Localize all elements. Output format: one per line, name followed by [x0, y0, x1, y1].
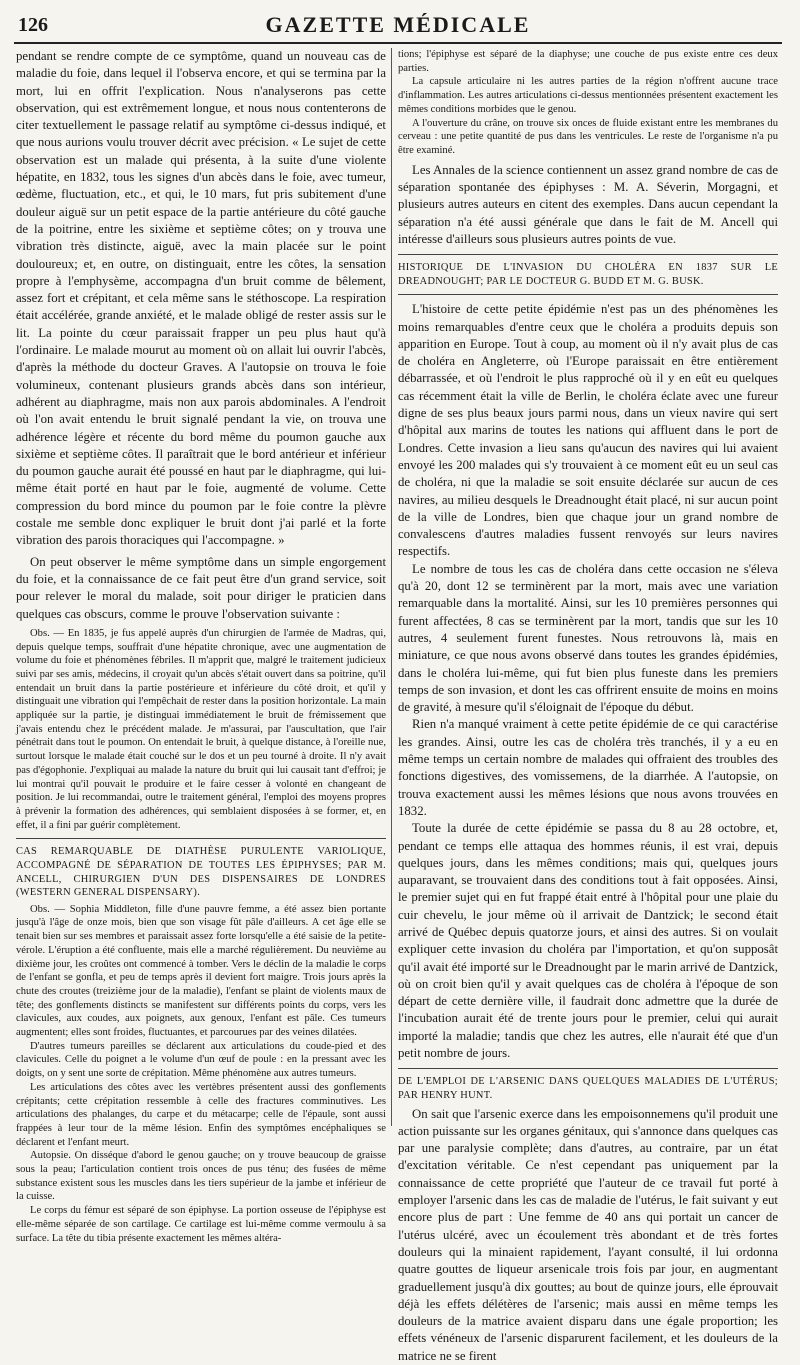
section-divider — [398, 1068, 778, 1069]
observation-text: A l'ouverture du crâne, on trouve six onces de fluide existant entre les membranes du cerveau : une petite quantité de pus dans les ventricules. Le reste de l'organisme n'a pu être examiné. — [398, 117, 778, 156]
observation-text: Les articulations des côtes avec les vertèbres présentent aussi des gonflements crépitants; cette crépitation ressemble à celle des fractures comminutives. Les articulations des phalanges, du carpe et du métacarpe; celle de l'épaule, sont aussi frappées à leur tour de la même lésion. Enfin des symptômes encéphaliques se déclarent et l'enfant meurt. — [16, 1081, 386, 1148]
paragraph: On peut observer le même symptôme dans un simple engorgement du foie, et la connaissance de ce fait peut être d'un grand service, soit pour relever le moral du malade, soit pour diriger le praticien dans quelques cas obscurs, comme le prouve l'observation suivante : — [16, 554, 386, 621]
paragraph: L'histoire de cette petite épidémie n'est pas un des phénomènes les moins remarquables d'entre ceux que le choléra a produits depuis son apparition en Europe. Tout à coup, au moment où il n'y avait plus de cas de choléra en Angleterre, où l'Europe paraissait en être entièrement débarrassée, et où l'endroit le plus rapproché où il y en eût eu quelques cas récemment était la ville de Berlin, le choléra éclate avec une fureur digne de ses plus beaux jours parmi nous, dans un vieux navire qui sert d'hôpital aux marins de toutes les nations qui affluent dans le port de Londres. Cette invasion a lieu sans qu'aucun des navires qui lui avaient envoyé les 200 malades qui s'y trouvaient à ce moment eût eu un seul cas de choléra, ni que la maladie se soit ensuite déclarée sur aucun de ces navires, au milieu desquels le Dreadnought était placé, ni sur aucun point de la ville de Londres, bien que chaque jour un grand nombre de convalescens d'autres maladies fussent renvoyés sur leurs navires respectifs. — [398, 302, 778, 559]
observation-text: Autopsie. On disséque d'abord le genou gauche; on y trouve beaucoup de graisse sous la peau; l'articulation contient trois onces de pus ténu; des fusées de même substance existent sous les muscles dans les tiers supérieur de la jambe et inférieur de la cuisse. — [16, 1150, 386, 1203]
left-column — [16, 48, 386, 1244]
observation-text: tions; l'épiphyse est séparé de la diaphyse; une couche de pus existe entre ces deux parties. — [398, 49, 778, 74]
paragraph: pendant se rendre compte de ce symptôme, quand un nouveau cas de maladie du foie, dans lequel il l'observa encore, et qui se termina par la mort, lui en offrit l'explication. Nous n'analyserons pas cette observation, qui est extrêmement longue, et nous nous contenterons de citer textuellement le passage relatif au symptôme ci-dessus indiqué, et que nous aurions voulu trouver décrit avec précision. « Le sujet de cette observation est un malade qui présenta, à la suite d'une violente hépatite, en 1832, tous les signes d'un abcès dans le foie, avec tumeur, œdème, fluctuation, etc., et qui, le 10 mars, fut pris subitement d'une douleur aiguë sur un petit espace de la partie antérieure du côté gauche de la poitrine, entre les sixième et septième côtes; on y trouva une vibration très distincte, aiguë, avec la main placée sur le point douloureux; et, en outre, on distinguait, entre les côtes, la sensation propre à l'emphysème, accompagna d'un bruit comme de bêlement, assez fort et crépitant, et cela même sans le stéthoscope. La respiration était accélérée, grande anxiété, et le malade obligé de rester assis sur le lit. La pointe du cœur paraissait frapper un peu plus haut qu'à l'ordinaire. Le malade mourut au moment où on allait lui ouvrir l'abcès, d'après la méthode du docteur Graves. A l'autopsie on trouva le foie volumineux, contenant plusieurs grands abcès dans son intérieur, adhérent au diaphragme, mais non aux parois abdominales. A l'endroit où l'on avait entendu le bruit signalé pendant la vie, on trouva une adhérence légère et récente du bord même du poumon gauche aux sixième et septième côtes. Il paraîtrait que le bord antérieur et inférieur du poumon gauche aurait été poussé en haut par le diaphragme, qui lui-même était porté en haut par le foie, augmenté de volume. Cette compression du bord mince du poumon par le foie contre la plèvre costale me semble donc expliquer le bruit dont j'ai parlé et la forte vibration des parois thoraciques qui l'accompagne. » — [16, 49, 386, 548]
paragraph: Toute la durée de cette épidémie se passa du 8 au 28 octobre, et, pendant ce temps elle attaqua des hommes réunis, il est vrai, depuis quelques jours, dans les mêmes conditions; mais qui, quelques jours auparavant, se trouvaient dans des conditions tout à fait opposées. Ainsi, le premier sujet qui en fut frappé était entré à l'hôpital pour une plaie du cuir chevelu, le jour même où il arrivait de Dantzick; le second était arrivé de Québec depuis quatorze jours, et ainsi des autres. Si on voulait expliquer cette invasion du choléra par l'importation, et qu'on supposât qu'il avait été importé sur le Dreadnought par le marin arrivé de Dantzick, où on croit bien qu'il y avait quelques cas de choléra à l'époque de son départ de cette dernière ville, il faudrait donc admettre que la durée de l'incubation aurait été de trente jours pour le premier, celui qui aurait importé la maladie; tandis que chez les autres, elle n'aurait été que d'un petit nombre de jours. — [398, 821, 778, 1061]
paragraph: Rien n'a manqué vraiment à cette petite épidémie de ce qui caractérise les grandes. Ainsi, outre les cas de choléra très tranchés, il y a eu en même temps un certain nombre de malades qui offraient des troubles des fonctions digestives, des vomissemens, de la diarrhée. A l'autopsie, on trouva exactement aussi les mêmes lésions que nous avons trouvées en 1832. — [398, 717, 778, 818]
column-rule — [391, 48, 392, 1126]
observation-text: D'autres tumeurs pareilles se déclarent aux articulations du coude-pied et des clavicules. Celle du poignet a le volume d'un œuf de poule : en la pressant avec les doigts, on y sent une sorte de crépitation. Même phénomène aux autres tumeurs. — [16, 1040, 386, 1080]
observation-text: La capsule articulaire ni les autres parties de la région n'offrent aucune trace d'inflammation. Les autres articulations ci-dessus mentionnées présentent exactement les mêmes conditions morbides que le genou. — [398, 76, 778, 115]
paragraph: Les Annales de la science contiennent un assez grand nombre de cas de séparation spontanée des épiphyses : M. A. Séverin, Morgagni, et plusieurs autres auteurs en citent des exemples. Dans aucun cependant la séparation n'a été aussi générale que dans le fait de M. Ancell qui intéresse d'ailleurs sous plusieurs autres points de vue. — [398, 162, 778, 246]
section-divider — [398, 254, 778, 255]
paragraph: On sait que l'arsenic exerce dans les empoisonnemens qu'il produit une action puissante sur les organes génitaux, qui s'annonce dans quelques cas par une paralysie complète; dans d'autres, au contraire, par un état d'excitation véritable. Ce n'est cependant pas uniquement par la connaissance de cette propriété que l'auteur de ce travail fut porté à employer l'arsenic dans les cas de maladie de l'utérus, le fait suivant y eut encore plus de part : Une femme de 40 ans qui portait un cancer de l'utérus ulcéré, avec un écoulement très abondant et de très fortes douleurs qui la minaient rapidement, l'ayant consulté, il lui ordonna quatre gouttes de liqueur arsenicale trois fois par jour, en augmentant graduellement jusqu'à dix gouttes; au bout de quinze jours, elle éprouvait déjà les effets délétères de l'arsenic; mais aussi en même temps les douleurs de la matrice avaient disparu dans une égale proportion; les effets vénéneux de l'arsenic disparurent facilement, et les douleurs de la matrice ne se firent — [398, 1106, 778, 1363]
paragraph: Le nombre de tous les cas de choléra dans cette occasion ne s'éleva qu'à 20, dont 12 se terminèrent par la mort, mais avec une variation remarquable dans la mortalité. Ainsi, sur les 10 premières personnes qui furent affectées, 8 cas se terminèrent par la mort, tandis que sur les 10 autres, 4 seulement furent funestes. Nous retrouvons là, mais en miniature, ce que nous avons observé dans toutes les grandes épidémies, dans le choléra lui-même, qui fut bien plus funeste dans les premiers temps de son invasion, et dont les cas offrirent ensuite de moins en moins de gravité, à mesure qu'il s'éloignait de l'époque du début. — [398, 561, 778, 715]
observation-text: Obs. — En 1835, je fus appelé auprès d'un chirurgien de l'armée de Madras, qui, depuis quelque temps, souffrait d'une hépatite chronique, avec une augmentation de volume du foie et phénomènes fébriles. Il m'apprit que, malgré le traitement judicieux suivi par ses amis, médecins, il croyait qu'un abcès s'était ouvert dans sa poitrine, qu'il entendait un bruit dans la partie postérieure et inférieure du côté droit, et qu'il y distinguait une vibration qui l'empêchait de rester dans la position horizontale. La main appliquée sur la partie, je distinguai immédiatement le bruit de frémissement que j'avais entendu chez le précédent malade. Je m'assurai, par l'auscultation, que l'air pénétrait dans tout le poumon. On entendait le bruit, à quelque distance, à l'oreille nue, surtout lorsque le malade était couché sur le dos et un peu tourné à droite. Il n'y avait pas d'égophonie. J'expliquai au malade la nature du bruit qui lui causait tant d'effroi; je lui montrai qu'il pouvait le produire et le faire cesser à volonté en changeant de position. Je lui recommandai, outre le traitement général, l'emploi des moyens propres à prévenir la formation des adhérences, qui semblaient disposées à se former, et, en effet, il a fini par guérir complètement. — [16, 627, 386, 831]
journal-title: GAZETTE MÉDICALE — [265, 12, 531, 37]
page-header — [14, 4, 782, 44]
page-number: 126 — [18, 14, 48, 36]
article-heading: CAS REMARQUABLE DE DIATHÈSE PURULENTE VARIOLIQUE, ACCOMPAGNÉ DE SÉPARATION DE TOUTES LES ÉPIPHYSES; PAR M. ANCELL, CHIRURGIEN D'UN DES DISPENSAIRES DE LONDRES (WESTERN GENERAL DISPENSARY). — [16, 846, 386, 899]
section-divider — [16, 838, 386, 839]
observation-text: Le corps du fémur est séparé de son épiphyse. La portion osseuse de l'épiphyse est elle-même séparée de son cartilage. Ce cartilage est lui-même comme vermoulu à sa surface. La tête du tibia présente exactement les mêmes altéra- — [16, 1205, 386, 1244]
right-column — [398, 48, 778, 1363]
section-divider — [398, 294, 778, 295]
article-heading: HISTORIQUE DE L'INVASION DU CHOLÉRA EN 1837 SUR LE DREADNOUGHT; PAR LE DOCTEUR G. BUDD ET M. G. BUSK. — [398, 262, 778, 287]
observation-text: Obs. — Sophia Middleton, fille d'une pauvre femme, a été assez bien portante jusqu'à l'âge de onze mois, bien que son visage fût pâle d'ailleurs. A cet âge elle se tenait bien sur ses membres et paraissait assez forte lorsqu'elle a été saisie de la petite-vérole. L'éruption a été confluente, mais elle a marché régulièrement. Du neuvième au dixième jour, les croûtes ont commencé à tomber. Vers le déclin de la maladie le corps de l'enfant se gonfla, et peu de temps après il devient fort maigre. Trois jours après la chute des croutes (treizième jour de la maladie), l'enfant se plaint de violents maux de tête; des gonflements distincts se manifestent sur différents points du corps, vers les clavicules, aux coudes, aux poignets, aux genoux, l'enfant est pâle. Ces tumeurs augmentent; elles sont froides, fluctuantes, et parcourues par des veines dilatées. — [16, 903, 386, 1039]
article-heading: DE L'EMPLOI DE L'ARSENIC DANS QUELQUES MALADIES DE L'UTÉRUS; PAR HENRY HUNT. — [398, 1076, 778, 1101]
